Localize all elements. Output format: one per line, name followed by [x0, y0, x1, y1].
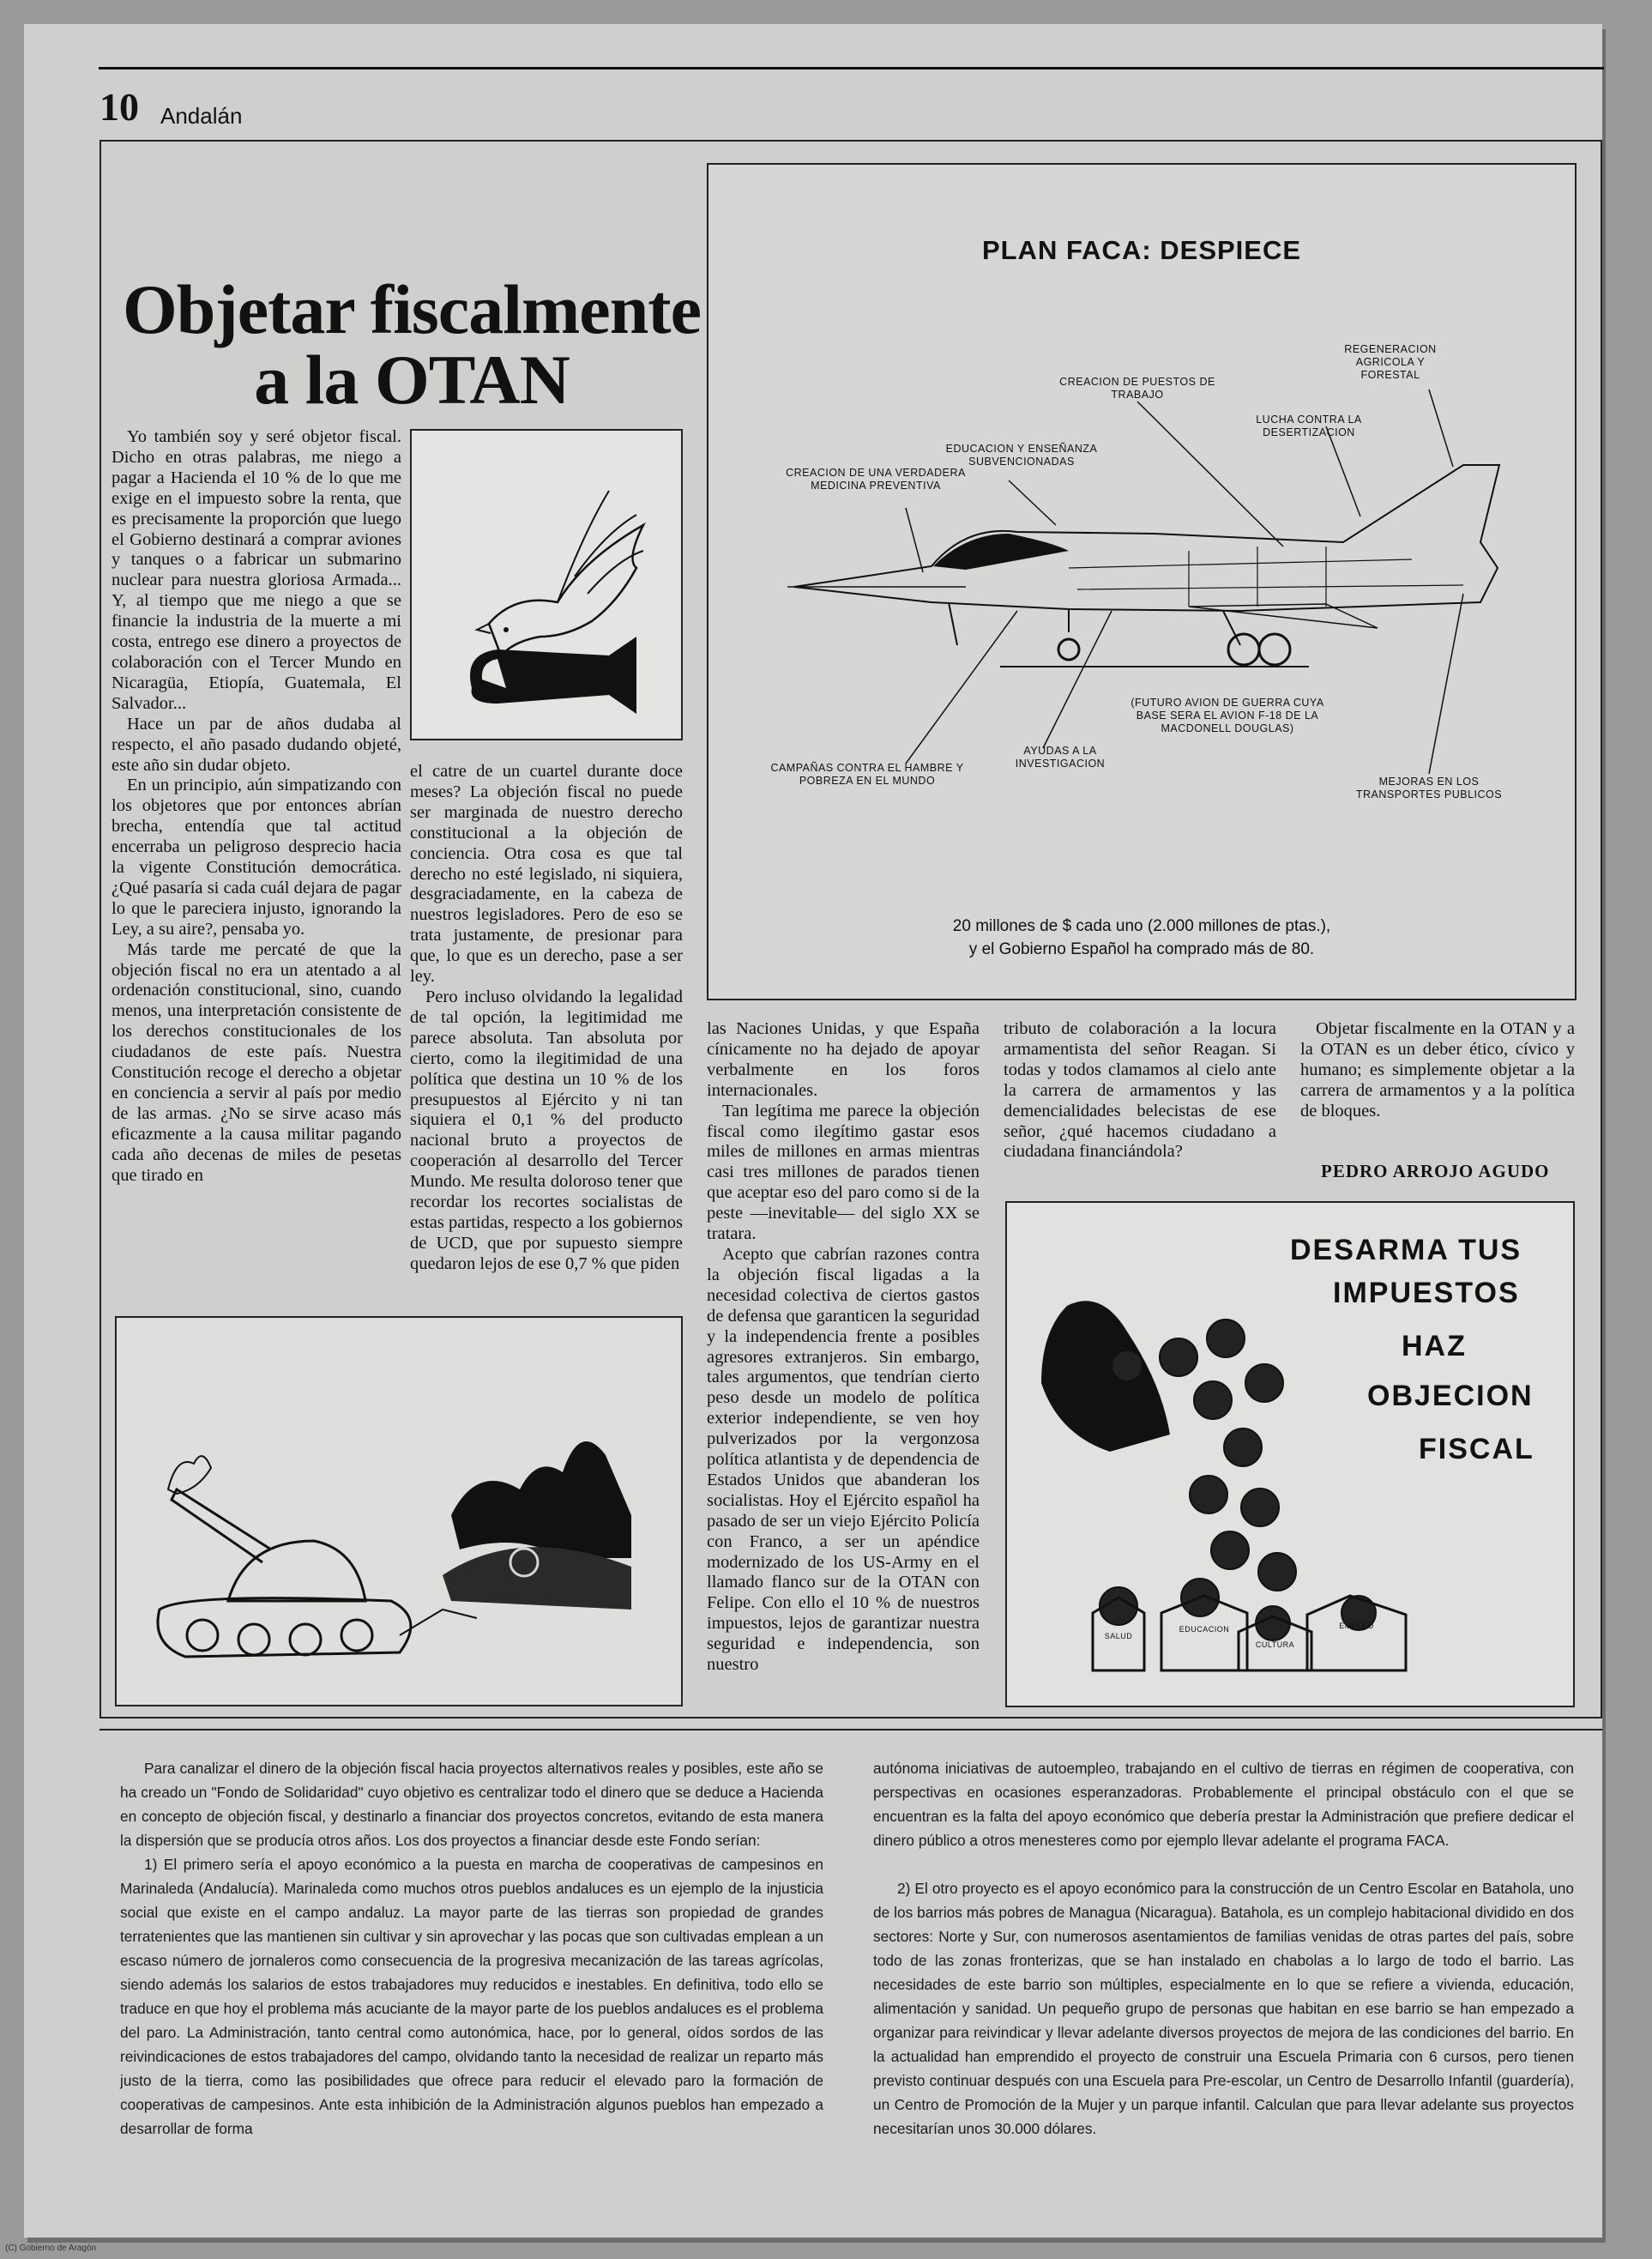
- coins-drawing: [1007, 1203, 1573, 1706]
- building-label-cultura: CULTURA: [1255, 1640, 1295, 1649]
- label-puestos-trabajo: CREACION DE PUESTOS DE TRABAJO: [1059, 376, 1215, 401]
- fondo-left-paragraph: 1) El primero sería el apoyo económico a la puesta en marcha de cooperativas de campesinos en Marinaleda (Andalucía). Marinaleda como muchos otros pueblos andaluces es un ejemplo de la injusticia social que existe en el campo andaluz. La mayor parte de las tierras son propiedad de grandes terratenientes que las mantienen sin cultivar y sin aprovechar y las pocas que son cultivadas emplean a un escaso número de jornaleros como consecuencia de la progresiva mecanización de las tareas agrícolas, siendo además los salarios de estos trabajadores muy reducidos e inestables. En definitiva, todo ello se traduce en que hoy el problema más acuciante de la mayor parte de los pueblos andaluces es el problema del paro. La Administración, tanto central como autonómica, hace, por lo general, oídos sordos de las reivindicaciones de estos trabajadores del campo, olvidando tanto la necesidad de realizar un reparto más justo de la tierra, como las posibilidades que ofrece para reducir el elevado paro la formación de cooperativas de campesinos. Ante esta inhibición de la Administración algunos pueblos han empezado a desarrollar de forma: [120, 1856, 823, 2137]
- fondo-right-paragraph: 2) El otro proyecto es el apoyo económico para la construcción de un Centro Escolar en Batahola, uno de los barrios más pobres de Managua (Nicaragua). Batahola, es un complejo habitacional dividido en dos sectores: Norte y Sur, con numerosos asentamientos de familias venidas de otras partes del país, sobre todo de las zonas fronterizas, que se han instalado en chabolas a lo largo de todo el barrio. Las necesidades de este barrio son múltiples, especialmente en lo que se refiere a vivienda, educación, alimentación y sanidad. Un pequeño grupo de personas que habitan en ese barrio se han empezado a organizar para reivindicar y llevar adelante diversos proyectos de mejora de las condiciones del barrio. En la actualidad han emprendido el proyecto de construir una Escuela Primaria con 6 cursos, pero tienen previsto continuar después con una Escuela para Pre-escolar, un Centro de Desarrollo Infantil (guardería), un Centro de Promoción de la Mujer y un parque infantil. Calculan que para llevar adelante sus proyectos necesitarían unos 30.000 dólares.: [873, 1880, 1574, 2137]
- label-medicina: CREACION DE UNA VERDADERA MEDICINA PREVENTIVA: [786, 467, 966, 492]
- article-column-3: [707, 1019, 980, 1676]
- label-desertizacion: LUCHA CONTRA LA DESERTIZACION: [1256, 414, 1362, 438]
- col3-paragraph: las Naciones Unidas, y que España cínicamente no ha dejado de apoyar verbalmente en los foros internacionales.: [707, 1019, 980, 1100]
- poster-line-4: OBJECION: [1367, 1380, 1534, 1412]
- article-author: PEDRO ARROJO AGUDO: [1321, 1161, 1550, 1181]
- caption-line-2: y el Gobierno Español ha comprado más de 80.: [968, 940, 1315, 958]
- plan-faca-caption: [708, 915, 1575, 961]
- article-headline: [112, 270, 712, 419]
- publication-name: Andalán: [160, 103, 243, 129]
- desarma-poster: [1005, 1201, 1575, 1707]
- col1-paragraph: Más tarde me percaté de que la objeción fiscal no era un atentado a al ordenación constitucional, sino, cuando menos, una interpretación consistente de los derechos constitucionales de los ciudadanos de este país. Nuestra Constitución recoge el derecho a objetar en conciencia a servir al país por medio de las armas. ¿No se sirve acaso más eficazmente a la causa militar pagando cada año decenas de miles de pesetas que tirado en: [112, 939, 401, 1185]
- fighter-jet-drawing: [708, 165, 1575, 999]
- dove-bomb-drawing: [412, 431, 681, 739]
- poster-line-5: FISCAL: [1419, 1433, 1534, 1465]
- tank-drawing: [117, 1318, 681, 1705]
- poster-line-3: HAZ: [1402, 1330, 1467, 1362]
- col5-paragraph: Objetar fiscalmente en la OTAN y a la OTAN es un deber ético, cívico y humano; es simplemente objetar a la carrera de armamentos y a la política de bloques.: [1300, 1019, 1575, 1120]
- label-investigacion: AYUDAS A LA INVESTIGACION: [1015, 745, 1106, 770]
- fondo-column-left: [120, 1756, 823, 2141]
- label-hambre: CAMPAÑAS CONTRA EL HAMBRE Y POBREZA EN EL MUNDO: [770, 762, 964, 787]
- fondo-left-paragraph: Para canalizar el dinero de la objeción fiscal hacia proyectos alternativos reales y posibles, este año se ha creado un "Fondo de Solidaridad" cuyo objetivo es centralizar todo el dinero que se deduce a Hacienda en concepto de objeción fiscal, y destinarlo a financiar dos proyectos concretos, evitando de esta manera la dispersión que se producía otros años. Los dos proyectos a financiar desde este Fondo serían:: [120, 1760, 823, 1849]
- label-educacion: EDUCACION Y ENSEÑANZA SUBVENCIONADAS: [945, 443, 1098, 468]
- page-number: 10: [99, 85, 139, 129]
- caption-line-1: 20 millones de $ cada uno (2.000 millones de ptas.),: [952, 917, 1331, 935]
- article-column-5: [1300, 1019, 1575, 1122]
- col1-paragraph: Yo también soy y seré objetor fiscal. Dicho en otras palabras, me niego a pagar a Hacienda el 10 % de lo que me exige en el impuesto sobre la renta, que es precisamente la proporción que luego el Gobierno destinará a comprar aviones y tanques o a fabricar un submarino nuclear para nuestra gloriosa Armada... Y, al tiempo que me niego a que se financie la industria de la muerte a mi costa, entrego ese dinero a proyectos de colaboración con el Tercer Mundo en Nicaragüa, Etiopía, Guatemala, El Salvador...: [112, 427, 401, 713]
- dove-bomb-illustration: [410, 429, 683, 740]
- poster-line-2: IMPUESTOS: [1333, 1277, 1520, 1309]
- article-column-2: [410, 762, 683, 1275]
- headline-line-2: a la OTAN: [254, 341, 570, 419]
- fondo-right-paragraph: autónoma iniciativas de autoempleo, trabajando en el cultivo de tierras en régimen de cooperativa, con perspectivas en ocasiones esperanzadoras. Probablemente el principal obstáculo con el que se encuentran es la falta del apoyo económico que debería prestar la Administración que prefiere dedicar el dinero público a otros menesteres como por ejemplo llevar adelante el programa FACA.: [873, 1760, 1574, 1849]
- article-column-4: [1004, 1019, 1276, 1163]
- label-transportes: MEJORAS EN LOS TRANSPORTES PUBLICOS: [1355, 776, 1503, 800]
- building-label-empleo: EMPLEO: [1339, 1622, 1374, 1630]
- label-futuro-avion: (FUTURO AVION DE GUERRA CUYA BASE SERA EL AVION F-18 DE LA MACDONELL DOUGLAS): [1130, 697, 1324, 734]
- fondo-column-right: [873, 1756, 1574, 2141]
- col3-paragraph: Acepto que cabrían razones contra la objeción fiscal ligadas a la necesidad colectiva de ciertos gastos de defensa que garanticen la seguridad y la independencia frente a posibles agresores extranjeros. Sin embargo, tales argumentos, que tendrían cierto peso desde un modelo de política exterior independiente, se ven hoy pulverizados por la vergonzosa política atlantista y de dependencia de Estados Unidos que abanderan los socialistas. Hoy el Ejército español ha pasado de ser un viejo Ejército Policía con Franco, a ser un apéndice modernizado de los US-Army en el llamado flanco sur de la OTAN con Felipe. Con ello el 10 % de nuestros impuestos, lejos de garantizar nuestra seguridad e independencia, son nuestro: [707, 1244, 980, 1675]
- col1-paragraph: En un principio, aún simpatizando con los objetores que por entonces abrían brecha, entendía que tal actitud encerraba un peligroso desprecio hacia la vigente Constitución democrática. ¿Qué pasaría si cada cuál dejara de pagar lo que le pareciera injusto, ignorando la Ley, a su aire?, pensaba yo.: [112, 776, 401, 939]
- col2-paragraph: el catre de un cuartel durante doce meses? La objeción fiscal no puede ser marginada de nuestro derecho constitucional a la objeción de conciencia. Otra cosa es que tal derecho no esté legislado, ni siquiera, desgraciadamente, en la cabeza de nuestros legisladores. Pero de eso se trata justamente, de presionar para que, lo que es un derecho, pase a ser ley.: [410, 762, 683, 987]
- copyright-footer: (C) Gobierno de Aragón: [5, 2244, 97, 2253]
- tank-illustration: [115, 1316, 683, 1706]
- col3-paragraph: Tan legítima me parece la objeción fiscal como ilegítimo gastar esos miles de millones en armas mientras casi tres millones de parados tienen que aceptar eso del paro como si de la peste —inevitable— del siglo XX se tratara.: [707, 1101, 980, 1244]
- building-label-educacion: EDUCACION: [1179, 1625, 1230, 1634]
- top-rule: [99, 67, 1604, 69]
- col4-paragraph: tributo de colaboración a la locura armamentista del señor Reagan. Si todas y todos clamamos al cielo ante la carrera de armamentos y las demencialidades belecistas de ese señor, ¿qué hacemos ciudadano a ciudadana financiándola?: [1004, 1019, 1276, 1162]
- poster-line-1: DESARMA TUS: [1290, 1234, 1522, 1266]
- col1-paragraph: Hace un par de años dudaba al respecto, el año pasado dudando objeté, este año sin dudar objeto.: [112, 714, 401, 775]
- plan-faca-title: PLAN FACA: DESPIECE: [981, 235, 1302, 265]
- plan-faca-diagram: [707, 163, 1577, 1000]
- label-regeneracion: REGENERACION AGRICOLA Y FORESTAL: [1344, 343, 1437, 381]
- article-column-1-text: [112, 427, 401, 1187]
- headline-line-1: Objetar fiscalmente: [123, 270, 701, 348]
- building-label-salud: SALUD: [1104, 1632, 1133, 1640]
- bottom-rule: [99, 1729, 1602, 1730]
- col2-paragraph: Pero incluso olvidando la legalidad de tal opción, la legitimidad me parece absoluta. Tan absoluta por cierto, como la ilegitimidad de una política que destina un 10 % de los presupuestos al Ejército y ni tan siquiera el 0,1 % del producto nacional bruto a proyectos de cooperación al desarrollo del Tercer Mundo. Me resulta doloroso tener que recordar los recortes socialistas de estas partidas, respecto a los gobiernos de UCD, que por supuesto siempre quedaron lejos de ese 0,7 % que piden: [410, 987, 683, 1273]
